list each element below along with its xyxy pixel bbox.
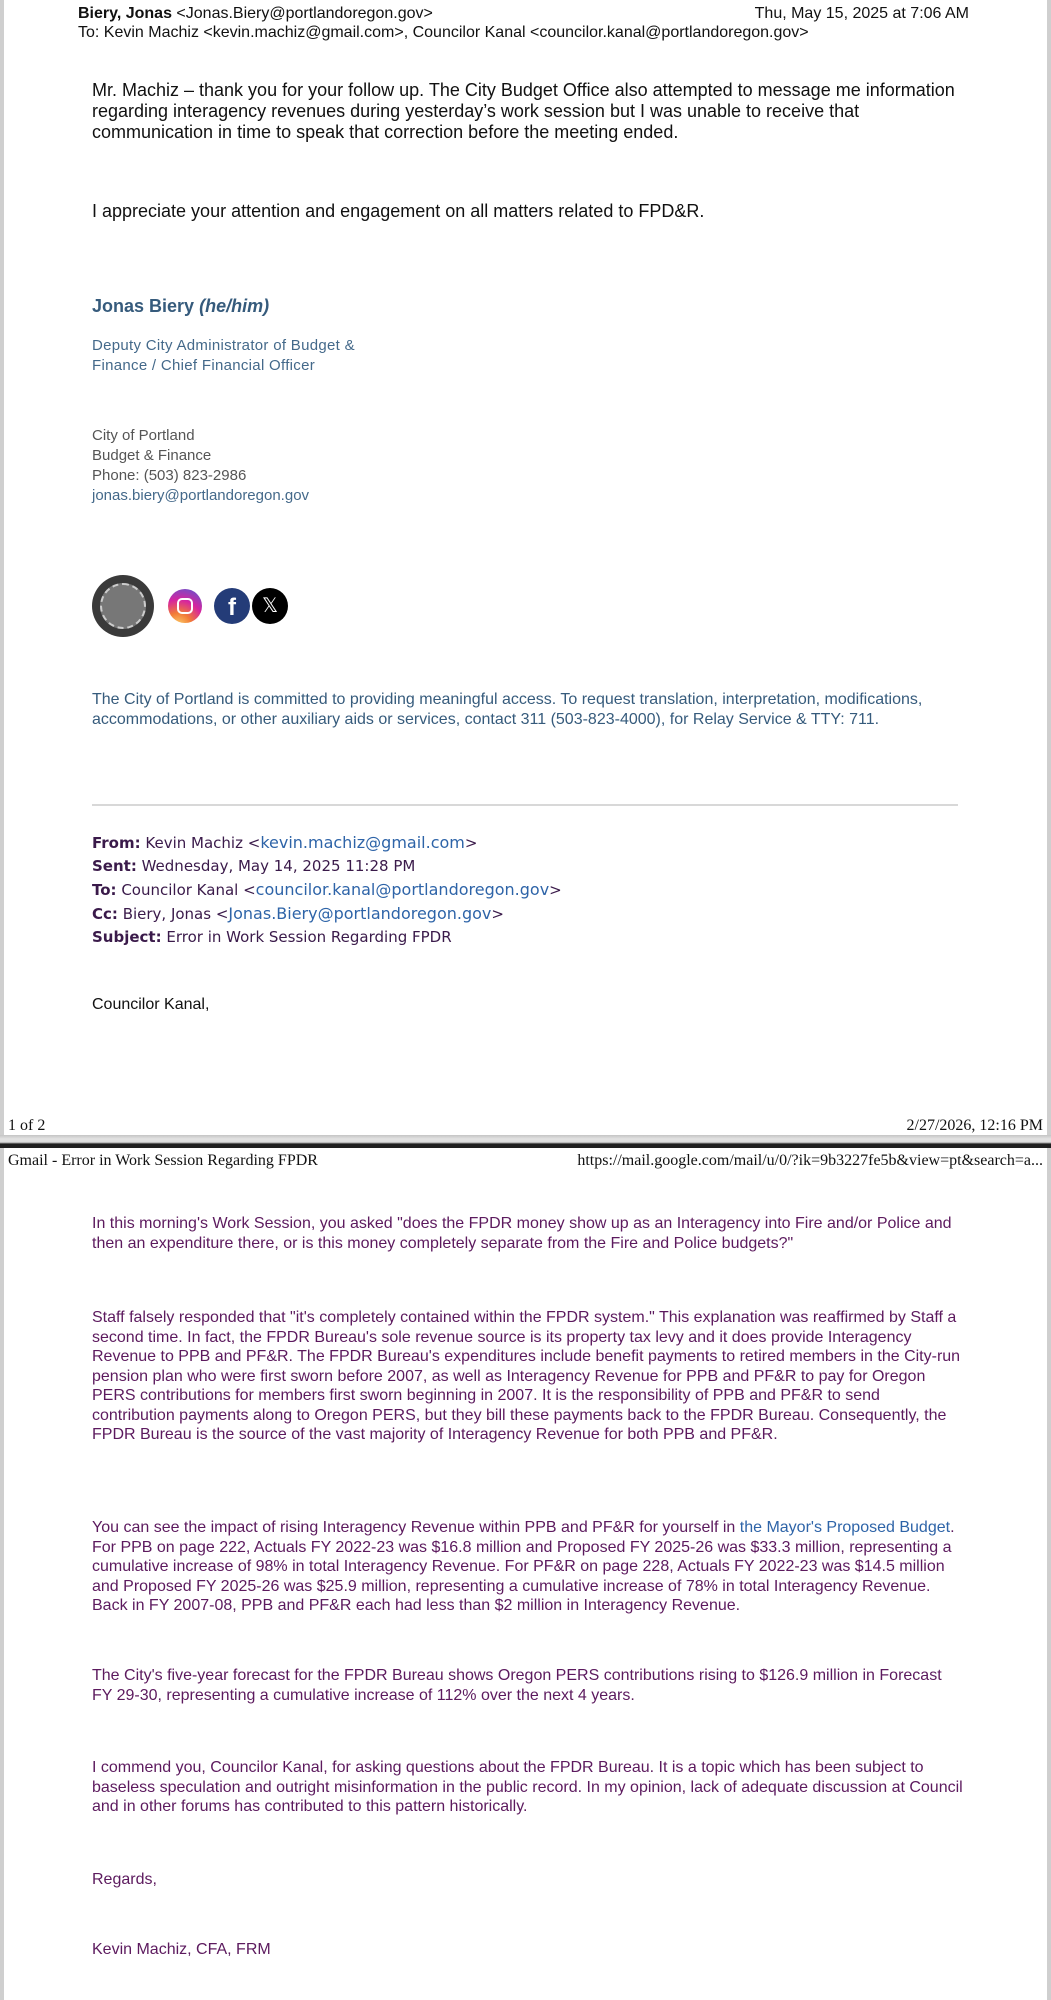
signature-email-link[interactable]: jonas.biery@portlandoregon.gov xyxy=(92,487,310,504)
accessibility-notice: The City of Portland is committed to providing meaningful access. To request translation, interpretation, modifications, accommodations, or other auxiliary aids or services, contact 311 (503-823-4000), for Relay Service & TTY: 711. xyxy=(92,691,923,728)
quoted-sent-value: Wednesday, May 14, 2025 11:28 PM xyxy=(141,857,416,875)
signature-pronouns: (he/him) xyxy=(199,296,270,316)
page-title: Gmail - Error in Work Session Regarding FPDR xyxy=(8,1152,318,1169)
facebook-icon[interactable]: f xyxy=(214,588,250,624)
signature-phone: Phone: (503) 823-2986 xyxy=(92,467,247,484)
quoted-from xyxy=(92,831,562,855)
quoted-paragraph-4: The City's five-year forecast for the FPDR Bureau shows Oregon PERS contributions rising to $126.9 million in Forecast FY 29-30, representing a cumulative increase of 112% over the next 4 years. xyxy=(92,1667,942,1704)
page-2 xyxy=(4,1148,1047,2000)
reply-paragraph-2: I appreciate your attention and engagement on all matters related to FPD&R. xyxy=(92,201,705,221)
reply-paragraph-1: Mr. Machiz – thank you for your follow up. The City Budget Office also attempted to message me information regarding interagency revenues during yesterday’s work session but I was unable to receive that communication in time to speak that correction before the meeting ended. xyxy=(92,80,955,142)
page-1 xyxy=(4,0,1047,1135)
quoted-to xyxy=(92,878,562,902)
quoted-cc-email-link[interactable]: Jonas.Biery@portlandoregon.gov xyxy=(228,904,492,923)
page-separator xyxy=(0,1135,1051,1148)
quoted-paragraph-1: In this morning's Work Session, you asked "does the FPDR money show up as an Interagency into Fire and/or Police and then an expenditure there, or is this money completely separate from the Fire and Police budgets?" xyxy=(92,1215,952,1252)
social-icons xyxy=(92,575,288,637)
divider xyxy=(92,804,958,806)
quoted-paragraph-2: Staff falsely responded that "it's completely contained within the FPDR system." This explanation was reaffirmed by Staff a second time. In fact, the FPDR Bureau's sole revenue source is its property tax levy and it does provide Interagency Revenue to PPB and PF&R. The FPDR Bureau's expenditures include benefit payments to retired members in the City-run pension plan who were first sworn before 2007, as well as Interagency Revenue for PPB and PF&R to pay for Oregon PERS contributions for members first sworn beginning in 2007. It is the responsibility of PPB and PF&R to send contribution payments along to Oregon PERS, but they bill these payments back to the FPDR Bureau. Consequently, the FPDR Bureau is the source of the vast majority of Interagency Revenue for both PPB and PF&R. xyxy=(92,1309,961,1443)
quoted-cc xyxy=(92,902,562,926)
mayors-budget-link[interactable]: the Mayor's Proposed Budget xyxy=(739,1519,951,1536)
city-seal-icon[interactable] xyxy=(92,575,154,637)
paragraph-3-start: You can see the impact of rising Interagency Revenue within PPB and PF&R for yourself in xyxy=(92,1519,740,1536)
signature-name-text: Jonas Biery xyxy=(92,296,195,316)
quoted-to-name: Councilor Kanal < xyxy=(121,881,256,899)
quoted-to-label: To: xyxy=(92,881,117,899)
signature-dept: Budget & Finance xyxy=(92,447,212,464)
signature-name xyxy=(92,296,269,317)
instagram-icon[interactable] xyxy=(168,589,202,623)
quoted-paragraph-3 xyxy=(92,1518,964,1616)
email-from xyxy=(78,5,433,23)
quoted-from-email-link[interactable]: kevin.machiz@gmail.com xyxy=(260,833,465,852)
page-url: https://mail.google.com/mail/u/0/?ik=9b3227fe5b&view=pt&search=a... xyxy=(577,1152,1043,1169)
quoted-from-label: From: xyxy=(92,834,141,852)
quoted-cc-label: Cc: xyxy=(92,905,118,923)
email-recipients: To: Kevin Machiz <kevin.machiz@gmail.com>, Councilor Kanal <councilor.kanal@portlandoregon.gov> xyxy=(78,24,809,41)
signature-title-line-1: Deputy City Administrator of Budget & xyxy=(92,337,355,354)
quoted-header xyxy=(92,831,562,949)
quoted-from-name: Kevin Machiz < xyxy=(145,834,261,852)
quoted-regards: Regards, xyxy=(92,1871,157,1888)
quoted-from-end: > xyxy=(464,834,478,852)
quoted-cc-end: > xyxy=(491,905,504,923)
quoted-greeting: Councilor Kanal, xyxy=(92,996,210,1013)
signature-org: City of Portland xyxy=(92,427,195,444)
signature-title-line-2: Finance / Chief Financial Officer xyxy=(92,357,316,374)
quoted-to-email-link[interactable]: councilor.kanal@portlandoregon.gov xyxy=(255,880,550,899)
x-icon[interactable]: 𝕏 xyxy=(252,588,288,624)
quoted-subject-value: Error in Work Session Regarding FPDR xyxy=(166,928,452,946)
quoted-subject xyxy=(92,926,562,949)
quoted-signoff: Kevin Machiz, CFA, FRM xyxy=(92,1941,271,1958)
print-timestamp: 2/27/2026, 12:16 PM xyxy=(906,1117,1043,1134)
signature-title xyxy=(92,336,355,376)
sender-name: Biery, Jonas xyxy=(78,5,172,22)
quoted-sent-label: Sent: xyxy=(92,857,137,875)
page-number: 1 of 2 xyxy=(8,1117,46,1134)
quoted-subject-label: Subject: xyxy=(92,928,162,946)
quoted-cc-name: Biery, Jonas < xyxy=(122,905,229,923)
quoted-sent xyxy=(92,855,562,878)
quoted-to-end: > xyxy=(549,881,562,899)
paragraph-3-end: . For PPB on page 222, Actuals FY 2022-23 was $16.8 million and Proposed FY 2025-26 was $33.3 million, representing a cumulative increase of 98% in total Interagency Revenue. For PF&R on page 228, Actuals FY 2022-23 was $14.5 million and Proposed FY 2025-26 was $25.9 million, representing a cumulative increase of 78% in total Interagency Revenue. Back in FY 2007-08, PPB and PF&R each had less than $2 million in Interagency Revenue. xyxy=(92,1519,955,1614)
quoted-paragraph-5: I commend you, Councilor Kanal, for asking questions about the FPDR Bureau. It is a topic which has been subject to baseless speculation and outright misinformation in the public record. In my opinion, lack of adequate discussion at Council and in other forums has contributed to this pattern historically. xyxy=(92,1759,963,1815)
email-date: Thu, May 15, 2025 at 7:06 AM xyxy=(754,5,969,22)
sender-email: <Jonas.Biery@portlandoregon.gov> xyxy=(176,5,433,22)
